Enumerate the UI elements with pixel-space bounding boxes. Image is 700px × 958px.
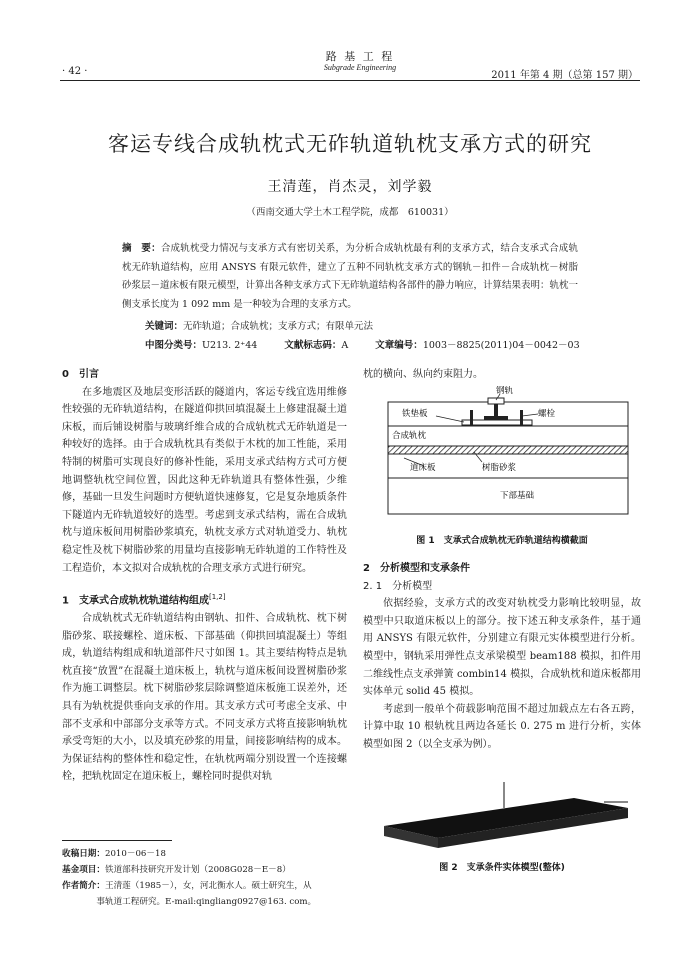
authors: 王清莲，肖杰灵，刘学毅 (267, 179, 433, 195)
fig1-label-rail: 钢轨 (496, 386, 514, 396)
footnote (62, 846, 352, 910)
fig1-label-bolt: 螺栓 (538, 409, 556, 419)
header-rule (60, 80, 640, 81)
fig1-label-mortar: 树脂砂浆 (482, 463, 517, 473)
right-column-sec2 (363, 560, 641, 754)
fig1-rail-head (488, 398, 504, 404)
section-2-heading: 2 分析模型和支承条件 (363, 563, 470, 574)
article-no-value: 1003－8825(2011)04－0042－03 (422, 340, 580, 351)
left-column (62, 366, 347, 786)
journal-title: 路 基 工 程 (325, 50, 395, 63)
continued-text: 枕的横向、纵向约束阻力。 (363, 369, 483, 380)
fig1-rail-foot (484, 416, 508, 420)
keywords-text: 无砟轨道；合成轨枕；支承方式；有限单元法 (183, 321, 374, 332)
article-no-label: 文章编号： (375, 340, 423, 351)
fig1-mortar (388, 446, 628, 454)
received-label: 收稿日期： (62, 849, 105, 859)
author-bio-label: 作者简介： (62, 881, 105, 891)
fig1-label-base: 下部基础 (500, 491, 535, 501)
section-2-1-heading: 2. 1 分析模型 (363, 580, 433, 592)
classification-line (145, 337, 585, 351)
abstract-label: 摘 要： (122, 243, 161, 254)
issue-info: 2011 年第 4 期（总第 157 期） (491, 70, 638, 81)
doc-code-label: 文献标志码： (284, 340, 342, 351)
fig1-label-slab: 道床板 (410, 463, 436, 473)
abstract-text: 合成轨枕受力情况与支承方式有密切关系，为分析合成轨枕最有利的支承方式，结合支承式合成轨枕无砟轨道结构，应用 ANSYS 有限元软件，建立了五种不同轨枕支承方式的钢轨－扣件－合成轨枕－树脂砂浆层－道床板有限元模型，计算出各种支承方式下无砟轨道结构各部件的静力响应，计算结果表明：轨枕一侧支承长度为 1 092 mm 是一种较为合理的支承方式。 (122, 243, 579, 310)
keywords (145, 318, 373, 332)
clc-value: U213. 2⁺44 (202, 340, 258, 351)
author-bio-2: 事轨道工程研究。E-mail:qingliang0927@163. com。 (96, 897, 317, 907)
right-column-top (363, 366, 641, 384)
section-2-1-paragraph-2: 考虑到一般单个荷载影响范围不超过加载点左右各五跨，计算中取 10 根轨枕且两边各延长 0. 275 m 进行分析，实体模型如图 2（以全支承为例）。 (363, 703, 641, 750)
journal-title-en: Subgrade Engineering (323, 63, 397, 72)
author-bio-1: 王清莲（1985－），女，河北衡水人。硕士研究生，从 (104, 881, 312, 891)
figure-2-solid-model (378, 778, 640, 854)
section-1-heading: 1 支承式合成轨枕轨道结构组成[1,2] (62, 593, 226, 607)
paper-title: 客运专线合成轨枕式无砟轨道轨枕支承方式的研究 (108, 132, 592, 156)
fig1-rail-web (494, 404, 498, 416)
fig1-label-sleeper: 合成轨枕 (392, 431, 427, 441)
section-2-1-paragraph-1: 依据经验，支承方式的改变对轨枕受力影响比较明显，故模型中只取道床板以上的部分。按下述五种支承条件，基于通用 ANSYS 有限元软件，分别建立有限元实体模型进行分析。模型中，钢轨采用弹性点支承梁模型 beam188 模拟，扣件用二维线性点支承弹簧 combin14 模拟，合成轨枕和道床板都用实体单元 solid 45 模拟。 (363, 598, 641, 698)
figure-2-caption: 图 2 支承条件实体模型(整体) (439, 863, 565, 873)
doc-code-value: A (341, 340, 349, 351)
received-date: 2010－06－18 (104, 849, 166, 859)
section-1-ref: [1,2] (208, 593, 226, 602)
figure-1-cross-section (370, 386, 640, 528)
section-0-heading: 0 引言 (62, 369, 99, 380)
fig1-label-pad: 铁垫板 (402, 409, 428, 419)
page-number: · 42 · (62, 66, 88, 77)
footnote-rule (62, 840, 172, 841)
figure-1-caption: 图 1 支承式合成轨枕无砟轨道结构横截面 (416, 536, 588, 546)
affiliation: （西南交通大学土木工程学院，成都 610031） (246, 207, 454, 218)
abstract (122, 240, 578, 314)
fund-text: 铁道部科技研究开发计划（2008G028－E－8） (104, 865, 291, 875)
keywords-label: 关键词： (145, 321, 184, 332)
section-1-paragraph: 合成轨枕式无砟轨道结构由钢轨、扣件、合成轨枕、枕下树脂砂浆、联接螺栓、道床板、下部基础（仰拱回填混凝土）等组成，轨道结构组成和轨道部件尺寸如图 1。其主要结构特点是轨枕直接“放置”在混凝土道床板上，轨枕与道床板间设置树脂砂浆作为施工调整层。枕下树脂砂浆层除调整道床板施工误差外，还具有为轨枕提供垂向支承的作用。其支承方式可考虑全支承、中部不支承和中部部分支承等方式。不同支承方式将直接影响轨枕承受弯矩的大小，以及填充砂浆的用量，间接影响结构的成本。为保证结构的整体性和稳定性，在轨枕两端分别设置一个连接螺栓，把轨枕固定在道床板上，螺栓同时提供对轨 (62, 613, 347, 783)
clc-label: 中图分类号： (145, 340, 203, 351)
section-0-paragraph: 在多地震区及地层变形活跃的隧道内，客运专线宜选用维修性较强的无砟轨道结构，在隧道仰拱回填混凝土上修建混凝土道床板，而后铺设树脂与玻璃纤维合成的合成轨枕式无砟轨道是一种较好的选择。由于合成轨枕具有类似于木枕的加工性能，采用特制的树脂可实现良好的修补性能，采用支承式结构方式可方便地调整轨枕空间位置，因此这种无砟轨道具有整体性强，少维修，基础一旦发生问题时方便轨道快速修复，它是复杂地质条件下隧道内无砟轨道较好的选型。考虑到支承式结构，需在合成轨枕与道床板间用树脂砂浆填充，轨枕支承方式对轨道受力、轨枕稳定性及枕下树脂砂浆的用量均直接影响无砟轨道的工作特性及工程造价，本文拟对合成轨枕的合理支承方式进行研究。 (62, 386, 347, 574)
fund-label: 基金项目： (62, 865, 105, 875)
